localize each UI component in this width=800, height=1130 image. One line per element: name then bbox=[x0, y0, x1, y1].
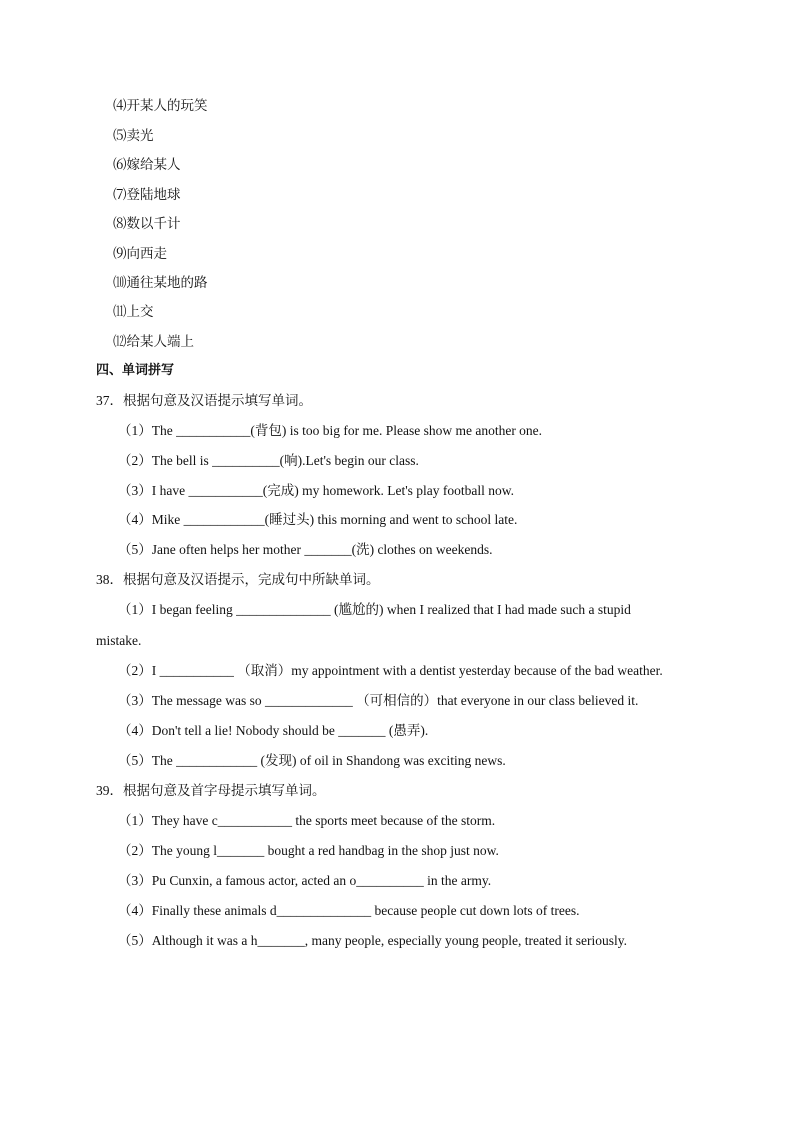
phrase-item: ⑼向西走 bbox=[113, 246, 167, 261]
question-38-item: （1）I began feeling ______________ (尴尬的) when I realized that I had made such a stupid bbox=[118, 602, 631, 617]
question-38-item: （2）I ___________ （取消）my appointment with a dentist yesterday because of the bad weather. bbox=[118, 663, 663, 678]
question-39-item: （3）Pu Cunxin, a famous actor, acted an o__________ in the army. bbox=[118, 873, 492, 888]
question-39-item: （5）Although it was a h_______, many people, especially young people, treated it seriously. bbox=[118, 933, 628, 948]
phrase-item: ⑻数以千计 bbox=[113, 216, 181, 231]
question-38-item: （3）The message was so _____________ （可相信的）that everyone in our class believed it. bbox=[118, 693, 639, 708]
question-38-item-continuation: mistake. bbox=[96, 633, 142, 648]
question-39-item: （2）The young l_______ bought a red handbag in the shop just now. bbox=[118, 843, 499, 858]
question-37-item: （1）The ___________(背包) is too big for me. Please show me another one. bbox=[118, 423, 543, 438]
phrase-item: ⑹嫁给某人 bbox=[113, 157, 181, 172]
question-38-title: 38．根据句意及汉语提示，完成句中所缺单词。 bbox=[96, 572, 380, 587]
section-heading: 四、单词拼写 bbox=[96, 363, 175, 378]
phrase-item: ⑺登陆地球 bbox=[113, 187, 181, 202]
question-39-title: 39．根据句意及首字母提示填写单词。 bbox=[96, 783, 326, 798]
phrase-item: ⑽通往某地的路 bbox=[113, 275, 208, 290]
question-38-item: （5）The ____________ (发现) of oil in Shandong was exciting news. bbox=[118, 753, 506, 768]
question-39-item: （1）They have c___________ the sports meet because of the storm. bbox=[118, 813, 496, 828]
phrase-item: ⑷开某人的玩笑 bbox=[113, 98, 208, 113]
phrase-item: ⑸卖光 bbox=[113, 128, 154, 143]
phrase-item: ⑿给某人端上 bbox=[113, 334, 194, 349]
question-37-title: 37．根据句意及汉语提示填写单词。 bbox=[96, 393, 312, 408]
question-39-item: （4）Finally these animals d______________ because people cut down lots of trees. bbox=[118, 903, 580, 918]
question-37-item: （5）Jane often helps her mother _______(洗) clothes on weekends. bbox=[118, 542, 493, 557]
phrase-item: ⑾上交 bbox=[113, 304, 154, 319]
question-37-item: （4）Mike ____________(睡过头) this morning and went to school late. bbox=[118, 512, 518, 527]
question-38-item: （4）Don't tell a lie! Nobody should be _______ (愚弄). bbox=[118, 723, 429, 738]
question-37-item: （2）The bell is __________(响).Let's begin our class. bbox=[118, 453, 419, 468]
question-37-item: （3）I have ___________(完成) my homework. Let's play football now. bbox=[118, 483, 514, 498]
